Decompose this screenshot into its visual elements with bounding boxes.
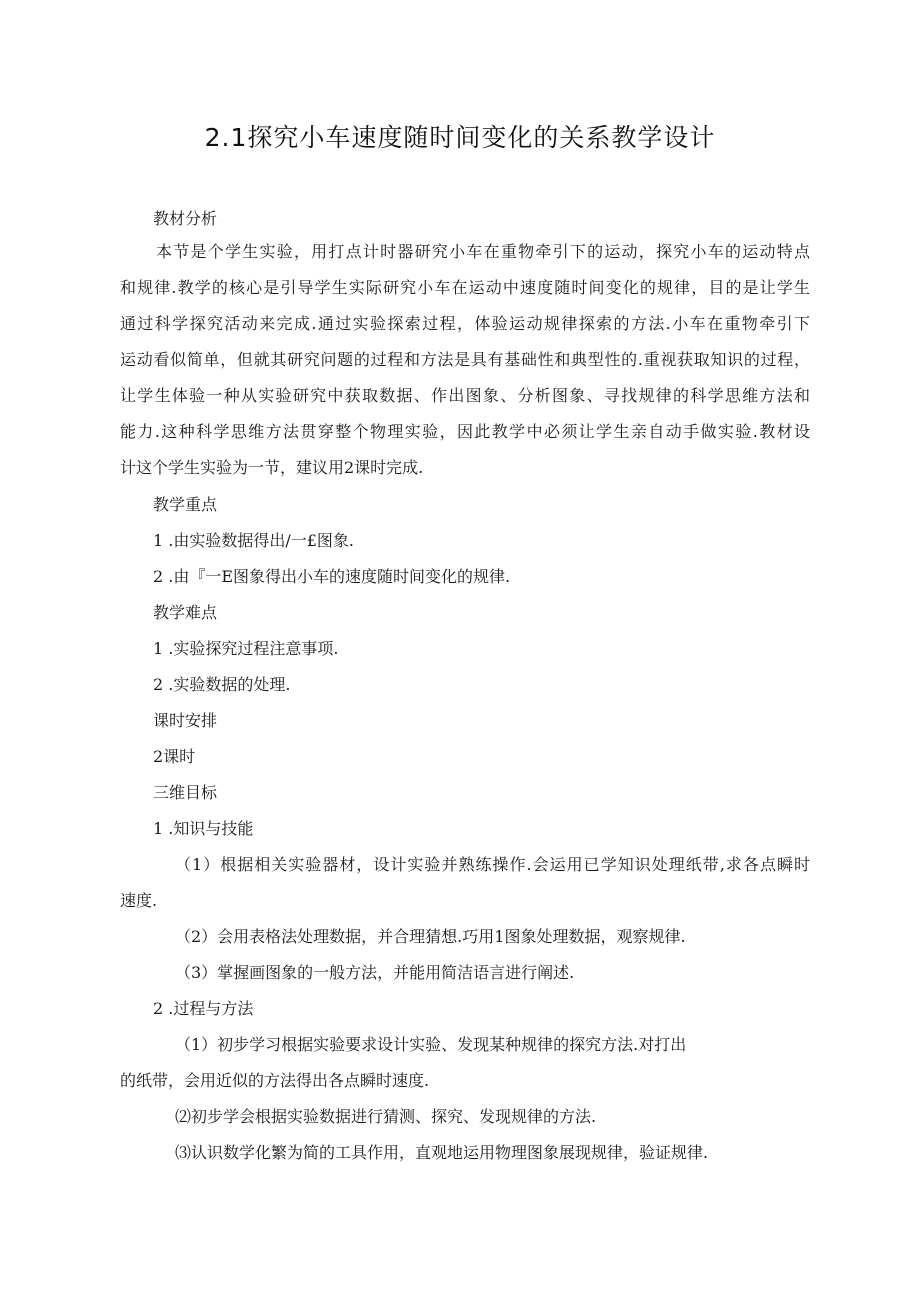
goal-title: 1 .知识与技能	[153, 819, 254, 838]
paragraph-line: 计这个学生实验为一节，建议用2课时完成.	[120, 458, 424, 477]
section-heading-material: 教材分析	[153, 209, 218, 228]
goal-item: ⑵初步学会根据实验数据进行猜测、探究、发现规律的方法.	[175, 1107, 597, 1126]
goal-item-continued: 速度.	[120, 891, 158, 910]
paragraph-line: 和规律.教学的核心是引导学生实际研究小车在运动中速度随时间变化的规律，目的是让学生	[120, 278, 810, 297]
goal-item: （2）会用表格法处理数据，并合理猜想.巧用1图象处理数据，观察规律.	[175, 927, 686, 946]
key-item: 2 .由『一E图象得出小车的速度随时间变化的规律.	[153, 567, 511, 586]
difficulty-item: 1 .实验探究过程注意事项.	[153, 639, 339, 658]
paragraph-line: 让学生体验一种从实验研究中获取数据、作出图象、分析图象、寻找规律的科学思维方法和	[120, 386, 810, 405]
section-heading-goals: 三维目标	[153, 783, 218, 802]
paragraph-line: 本节是个学生实验，用打点计时器研究小车在重物牵引下的运动，探究小车的运动特点	[156, 242, 810, 261]
section-heading-schedule: 课时安排	[153, 711, 218, 730]
paragraph-line: 能力.这种科学思维方法贯穿整个物理实验，因此教学中必须让学生亲自动手做实验.教材设	[120, 422, 810, 441]
key-item: 1 .由实验数据得出/一£图象.	[153, 531, 355, 550]
goal-item-continued: 的纸带，会用近似的方法得出各点瞬时速度.	[120, 1071, 430, 1090]
difficulty-item: 2 .实验数据的处理.	[153, 675, 291, 694]
material-paragraph	[120, 242, 810, 494]
goal-item: （3）掌握画图象的一般方法，并能用简洁语言进行阐述.	[175, 963, 575, 982]
paragraph-line: 通过科学探究活动来完成.通过实验探索过程，体验运动规律探索的方法.小车在重物牵引下	[120, 314, 810, 333]
goal-title: 2 .过程与方法	[153, 999, 254, 1018]
paragraph-line: 运动看似简单，但就其研究问题的过程和方法是具有基础性和典型性的.重视获取知识的过程，	[120, 350, 810, 369]
goal-item: ⑶认识数学化繁为简的工具作用，直观地运用物理图象展现规律，验证规律.	[175, 1143, 709, 1162]
goal-item: （1）根据相关实验器材，设计实验并熟练操作.会运用已学知识处理纸带,求各点瞬时	[175, 855, 810, 874]
section-heading-key: 教学重点	[153, 495, 218, 514]
schedule-value: 2课时	[153, 747, 196, 766]
section-heading-difficulty: 教学难点	[153, 603, 218, 622]
goal-item: （1）初步学习根据实验要求设计实验、发现某种规律的探究方法.对打出	[175, 1035, 687, 1054]
page-title: 2.1探究小车速度随时间变化的关系教学设计	[204, 123, 716, 152]
